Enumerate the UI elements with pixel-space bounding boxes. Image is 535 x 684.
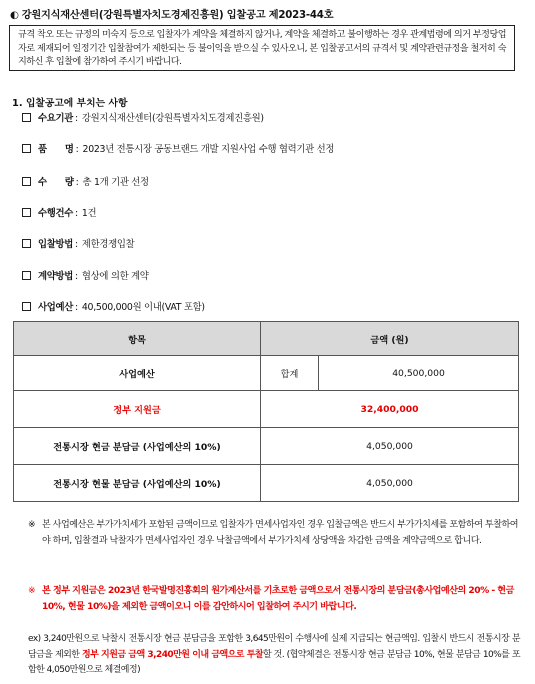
reference-mark-icon: ※: [28, 586, 36, 596]
item-value: 총 1개 기관 선정: [82, 177, 149, 188]
notice-box: [9, 25, 515, 71]
item-label: 계약방법: [38, 271, 74, 282]
checkbox-square-icon: [22, 239, 31, 248]
note-text: 본 정부 지원금은 2023년 한국발명진흥회의 원가계산서를 기초로한 금액으로서 전통시장의 분담금(총사업예산의 20% - 현금 10%, 현물 10%)을 제외한 금액이오니 이를 감안하시어 입찰하여 주시기 바랍니다.: [42, 586, 514, 612]
checkbox-square-icon: [22, 144, 31, 153]
item-value: 협상에 의한 계약: [81, 271, 149, 282]
item-value: 1건: [81, 208, 97, 219]
item-budget: 사업예산 : 40,500,000원 이내(VAT 포함): [22, 299, 205, 313]
title-text: 강원지식재산센터(강원특별자치도경제진흥원) 입찰공고 제2023-44호: [21, 10, 334, 21]
note-text: 본 사업예산은 부가가치세가 포함된 금액이므로 입찰자가 면세사업자인 경우 입찰금액은 반드시 부가가치세를 포함하여 투찰하여야 하며, 입찰결과 낙찰자가 면세사업자인 경우 낙찰금액에서 부가가치세 상당액을 차감한 금액을 계약금액으로 합니다.: [42, 520, 519, 546]
item-case-count: 수행건수 : 1건: [22, 205, 96, 219]
budget-table: [13, 321, 519, 502]
item-label: 입찰방법: [38, 239, 74, 250]
checkbox-square-icon: [22, 208, 31, 217]
item-value: 강원지식재산센터(강원특별자치도경제진흥원): [81, 113, 264, 124]
item-label: 사업예산: [38, 302, 74, 313]
item-label: 수행건수: [38, 208, 74, 219]
checkbox-square-icon: [22, 177, 31, 186]
checkbox-square-icon: [22, 302, 31, 311]
row-value: 4,050,000: [261, 428, 519, 465]
checkbox-square-icon: [22, 113, 31, 122]
table-header-row: [14, 322, 519, 356]
item-bid-method: 입찰방법 : 제한경쟁입찰: [22, 236, 134, 250]
row-label: 정부 지원금: [14, 391, 261, 428]
example-text: [28, 632, 520, 679]
example-part-1: ex) 3,240만원으로 낙찰시 전통시장 현금 분담금을 포함한 3,645만원이 수행사에 실제 지급되는 현금액임. 입찰시 반드시 전통시장 분담금을 제외한: [28, 634, 520, 660]
example-highlight: 정부 지원금 금액 3,240만원 이내 금액으로 투찰: [81, 649, 263, 660]
table-row: [14, 391, 519, 428]
row-label: 전통시장 현물 분담금 (사업예산의 10%): [14, 465, 261, 502]
item-product-name: 품 명 : 2023년 전통시장 공동브랜드 개발 지원사업 수행 협력기관 선정: [22, 141, 334, 155]
note-vat: [28, 518, 522, 549]
example-part-2: 할 것. (협약체결은 전통시장 현금 분담금 10%, 현물 분담금 10%를 포함한 4,050만원으로 체결예정): [28, 649, 520, 675]
row-value: 4,050,000: [261, 465, 519, 502]
item-value: 40,500,000원 이내(VAT 포함): [81, 302, 205, 313]
item-value: 제한경쟁입찰: [81, 239, 135, 250]
item-quantity: 수 량 : 총 1개 기관 선정: [22, 174, 149, 188]
row-label: 사업예산: [14, 356, 261, 391]
item-label: 수 량: [38, 177, 74, 188]
row-value: 40,500,000: [319, 356, 519, 391]
item-value: 2023년 전통시장 공동브랜드 개발 지원사업 수행 협력기관 선정: [82, 144, 335, 155]
row-value: 32,400,000: [261, 391, 519, 428]
section-title: 1. 입찰공고에 부치는 사항: [12, 98, 128, 109]
half-circle-bullet-icon: ◐: [10, 10, 19, 21]
page-title: [10, 6, 333, 21]
header-amount: 금액 (원): [261, 322, 519, 356]
row-label: 전통시장 현금 분담금 (사업예산의 10%): [14, 428, 261, 465]
table-row: [14, 428, 519, 465]
table-row: [14, 356, 519, 391]
item-contract-method: 계약방법 : 협상에 의한 계약: [22, 268, 149, 282]
reference-mark-icon: ※: [28, 520, 36, 530]
table-row: [14, 465, 519, 502]
item-label: 수요기관: [38, 113, 74, 124]
checkbox-square-icon: [22, 271, 31, 280]
row-sub-label: 합계: [261, 356, 319, 391]
item-label: 품 명: [38, 144, 74, 155]
header-item: 항목: [14, 322, 261, 356]
notice-text: 규격 착오 또는 규정의 미숙지 등으로 입찰자가 계약을 체결하지 않거나, 계약을 체결하고 불이행하는 경우 관계법령에 의거 부정당업자로 제재되어 일정기간 입찰참여가 제한되는 등 불이익을 받으실 수 있사오니, 본 입찰공고서의 규격서 및 계약관련규정을 철저히 숙지하신 후 입찰에 참가하여 주시기 바랍니다.: [18, 30, 507, 68]
item-demand-agency: 수요기관 : 강원지식재산센터(강원특별자치도경제진흥원): [22, 110, 264, 124]
note-gov-subsidy: [28, 584, 522, 615]
